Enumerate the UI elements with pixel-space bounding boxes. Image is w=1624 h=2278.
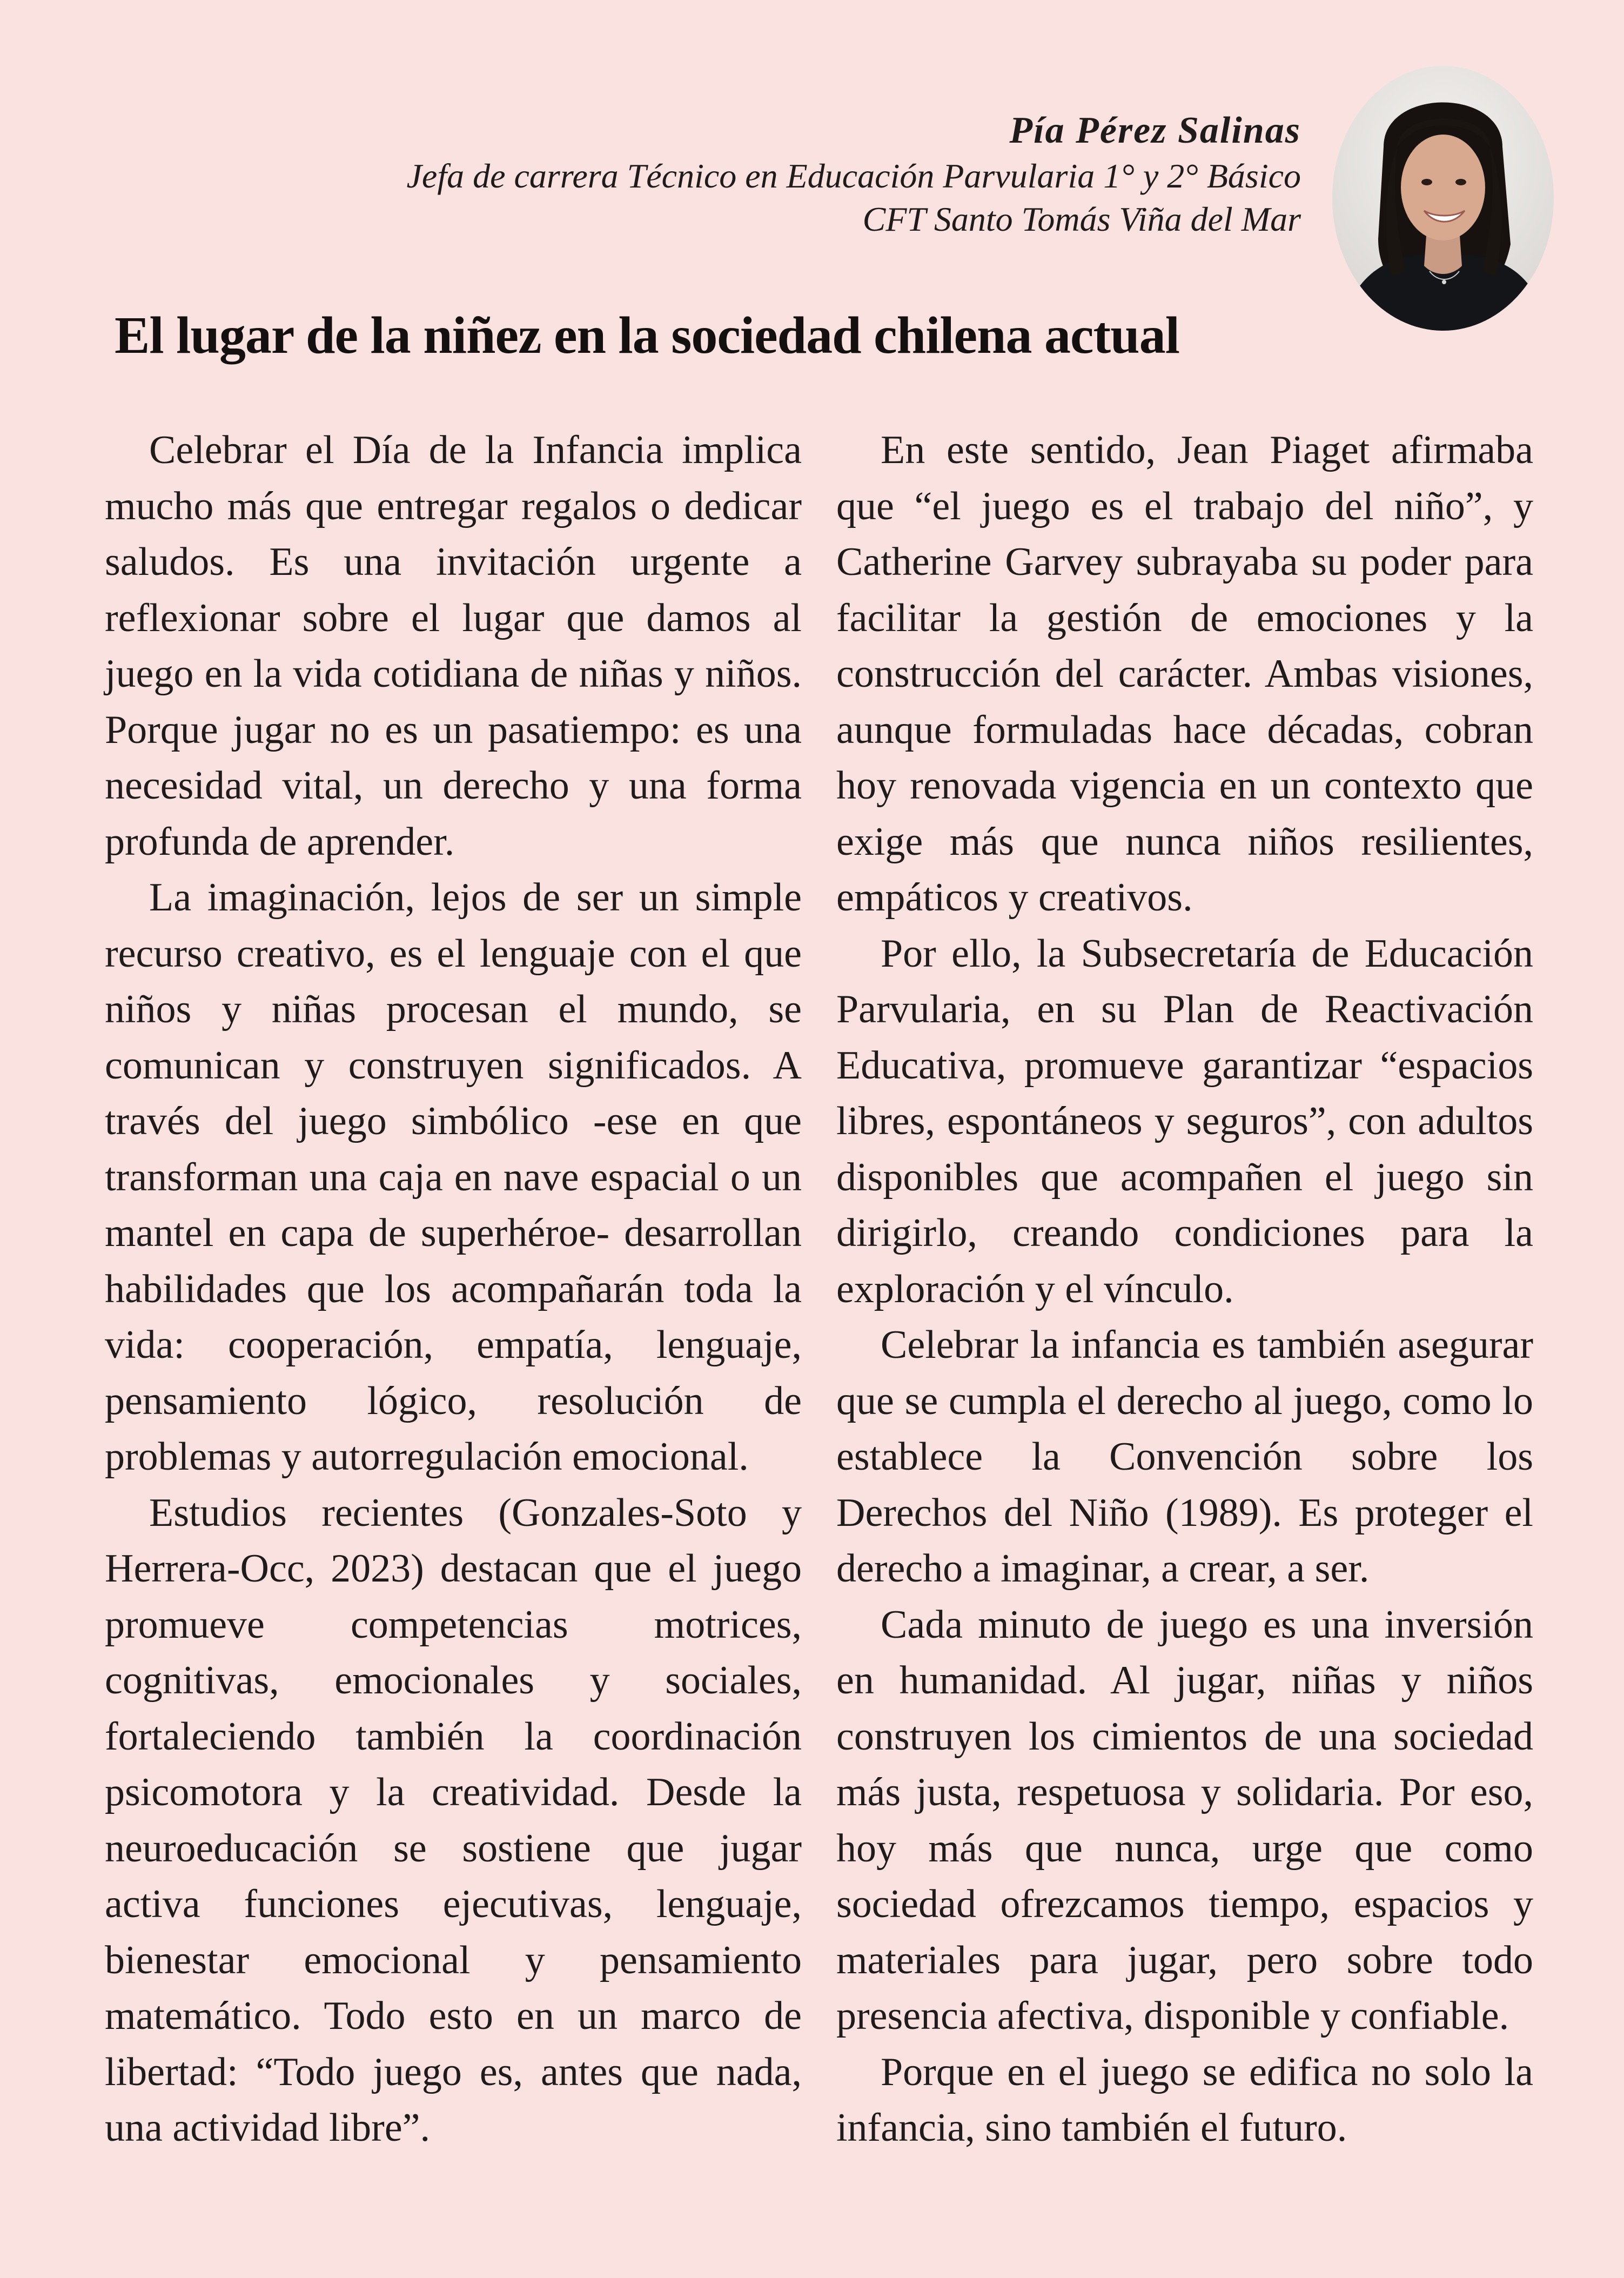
paragraph: Porque en el juego se edifica no solo la infancia, sino también el futuro.: [836, 2049, 1533, 2150]
paragraph: Estudios recientes (Gonzales-Soto y Herrera-Occ, 2023) destacan que el juego promueve competencias motrices, cognitivas, emocionales y sociales, fortaleciendo también la coordinación psicomotora y la creatividad. Desde la neuroeducación se sostiene que jugar activa funciones ejecutivas, lenguaje, bienestar emocional y pensamiento matemático. Todo esto en un marco de libertad: “Todo juego es, antes que nada, una actividad libre”.: [105, 1490, 802, 2150]
portrait-image: [1332, 66, 1554, 331]
paragraph: Por ello, la Subsecretaría de Educación Parvularia, en su Plan de Reactivación Educativa, promueve garantizar “espacios libres, espontáneos y seguros”, con adultos disponibles que acompañen el juego sin dirigirlo, creando condiciones para la exploración y el vínculo.: [836, 931, 1533, 1311]
paragraph: Celebrar la infancia es también asegurar que se cumpla el derecho al juego, como lo establece la Convención sobre los Derechos del Niño (1989). Es proteger el derecho a imaginar, a crear, a ser.: [836, 1323, 1533, 1591]
paragraph: La imaginación, lejos de ser un simple recurso creativo, es el lenguaje con el que niños y niñas procesan el mundo, se comunican y construyen significados. A través del juego simbólico -ese en que transforman una caja en nave espacial o un mantel en capa de superhéroe- desarrollan habilidades que los acompañarán toda la vida: cooperación, empatía, lenguaje, pensamiento lógico, resolución de problemas y autorregulación emocional.: [105, 875, 802, 1479]
article-column-left: [105, 423, 802, 2156]
paragraph: Cada minuto de juego es una inversión en humanidad. Al jugar, niñas y niños construyen los cimientos de una sociedad más justa, respetuosa y solidaria. Por eso, hoy más que nunca, urge que como sociedad ofrezcamos tiempo, espacios y materiales para jugar, pero sobre todo presencia afectiva, disponible y confiable.: [836, 1602, 1533, 2038]
article-title: El lugar de la niñez en la sociedad chilena actual: [115, 306, 1179, 365]
paragraph: Celebrar el Día de la Infancia implica mucho más que entregar regalos o dedicar saludos. Es una invitación urgente a reflexionar sobre el lugar que damos al juego en la vida cotidiana de niñas y niños. Porque jugar no es un pasatiempo: es una necesidad vital, un derecho y una forma profunda de aprender.: [105, 428, 802, 864]
author-portrait: [1332, 66, 1554, 331]
author-institution: CFT Santo Tomás Viña del Mar: [862, 200, 1301, 238]
author-byline: [274, 107, 1301, 241]
paragraph: En este sentido, Jean Piaget afirmaba que “el juego es el trabajo del niño”, y Catherine Garvey subrayaba su poder para facilitar la gestión de emociones y la construcción del carácter. Ambas visiones, aunque formuladas hace décadas, cobran hoy renovada vigencia en un contexto que exige más que nunca niños resilientes, empáticos y creativos.: [836, 428, 1533, 920]
author-name: Pía Pérez Salinas: [1009, 110, 1301, 151]
author-role: Jefa de carrera Técnico en Educación Parvularia 1° y 2° Básico: [406, 157, 1301, 195]
article-column-right: [836, 423, 1533, 2156]
